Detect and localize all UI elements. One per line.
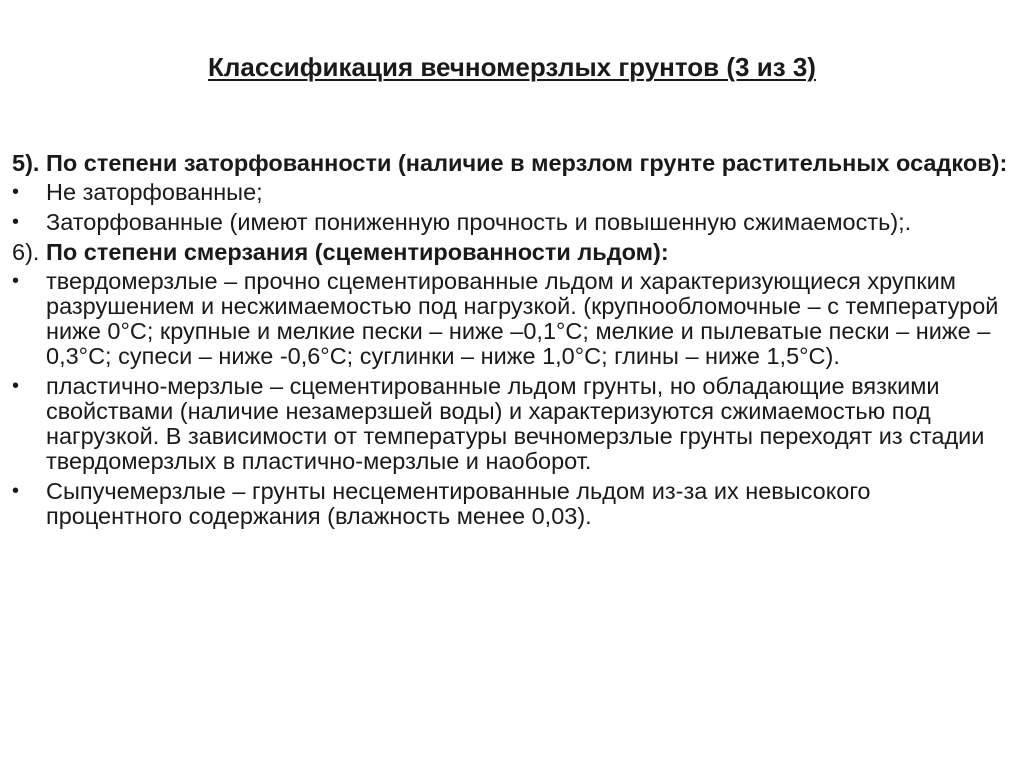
bullet-icon: • [12,375,20,397]
section-6-heading-text: По степени смерзания (сцементированности льдом): [45,239,669,265]
section-5-heading [12,151,1012,176]
list-item [12,269,1012,369]
bullet-icon: • [12,181,20,203]
bullet-icon: • [12,270,20,292]
list-item [12,374,1012,474]
section-5-number: 5). [12,150,40,176]
slide-body [12,151,1012,534]
list-item [12,180,1012,205]
list-item [12,210,1012,235]
bullet-icon: • [12,480,20,502]
list-item-text: твердомерзлые – прочно сцементированные льдом и характеризующиеся хрупким разрушением и несжимаемостью под нагрузкой. (крупнообломочные – с температурой ниже 0°С; крупные и мелкие пески – ниже –0,1°С; мелкие и пылеватые пески – ниже –0,3°С; супеси – ниже -0,6°С; суглинки – ниже 1,0°С; глины – ниже 1,5°С). [46,268,999,369]
slide-title [0,50,1024,84]
list-item-text: Не заторфованные; [46,179,263,205]
list-item-text: Сыпучемерзлые – грунты несцементированные льдом из-за их невысокого процентного содержания (влажность менее 0,03). [46,478,871,529]
list-item-text: Заторфованные (имеют пониженную прочность и повышенную сжимаемость);. [46,209,912,235]
bullet-icon: • [12,211,20,233]
slide-title-text: Классификация вечномерзлых грунтов (3 из 3) [208,52,816,82]
list-item [12,479,1012,529]
section-6-number: 6). [12,239,40,265]
list-item-text: пластично-мерзлые – сцементированные льдом грунты, но обладающие вязкими свойствами (наличие незамерзшей воды) и характеризуются сжимаемостью под нагрузкой. В зависимости от температуры вечномерзлые грунты переходят из стадии твердомерзлых в пластично-мерзлые и наоборот. [46,373,985,474]
section-6-heading [12,240,1012,265]
section-5-heading-text: По степени заторфованности (наличие в мерзлом грунте растительных осадков): [45,150,1008,176]
